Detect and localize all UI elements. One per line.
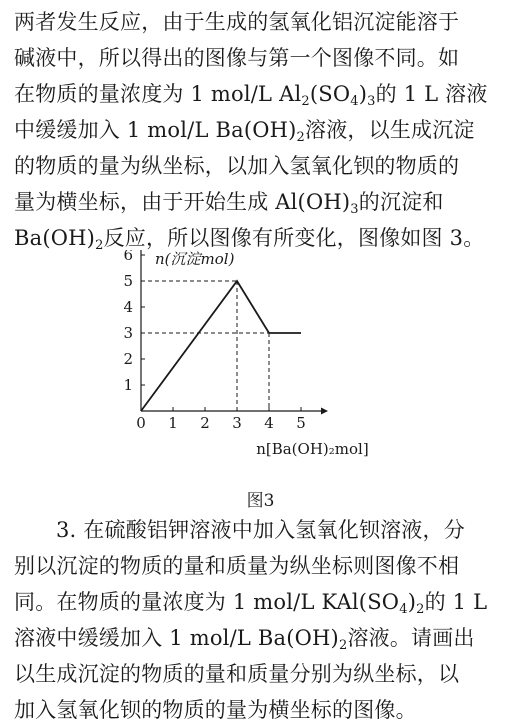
paragraph-1 — [14, 4, 510, 256]
subscript: 2 — [416, 602, 424, 617]
y-tick-label: 4 — [123, 298, 133, 316]
subscript: 2 — [339, 638, 347, 653]
text-run: 碱液中，所以得出的图像与第一个图像不同。如 — [14, 46, 459, 70]
y-tick-label: 3 — [123, 324, 133, 342]
subscript: 3 — [367, 94, 375, 109]
text-line — [14, 40, 510, 76]
text-run: 反应，所以图像有所变化，图像如图 3。 — [104, 226, 485, 250]
subscript: 2 — [297, 130, 305, 145]
text-run: 同。在物质的量浓度为 1 mol/L KAl(SO — [14, 590, 399, 614]
text-run: 的物质的量为纵坐标，以加入氢氧化钡的物质的 — [14, 154, 459, 178]
text-run: 的 1 L 溶液 — [376, 82, 488, 106]
text-run: 别以沉淀的物质的量和质量为纵坐标则图像不相 — [14, 554, 459, 578]
y-tick-label: 1 — [123, 376, 133, 394]
x-axis-arrow — [321, 408, 328, 415]
paragraph-2 — [14, 512, 510, 728]
text-line — [14, 512, 510, 548]
text-line — [14, 620, 510, 656]
text-run: 在物质的量浓度为 1 mol/L Al — [14, 82, 301, 106]
text-line — [14, 112, 510, 148]
text-run: 中缓缓加入 1 mol/L Ba(OH) — [14, 118, 297, 142]
text-run: 以生成沉淀的物质的量和质量分别为纵坐标，以 — [14, 662, 459, 686]
x-tick-label: 0 — [136, 414, 146, 432]
text-run: 量为横坐标，由于开始生成 Al(OH) — [14, 190, 350, 214]
subscript: 4 — [399, 602, 407, 617]
text-line — [14, 4, 510, 40]
y-tick-label: 5 — [123, 272, 133, 290]
text-run: Ba(OH) — [14, 226, 95, 250]
subscript: 3 — [350, 202, 358, 217]
text-line — [14, 692, 510, 728]
x-tick-label: 5 — [296, 414, 306, 432]
x-tick-label: 1 — [168, 414, 178, 432]
text-run: 的 1 L — [425, 590, 488, 614]
data-series-line — [141, 281, 301, 411]
x-axis-label: n[Ba(OH)₂mol] — [256, 440, 368, 458]
x-tick-label: 2 — [200, 414, 210, 432]
text-run: 3. 在硫酸铝钾溶液中加入氢氧化钡溶液，分 — [56, 518, 465, 542]
text-line — [14, 76, 510, 112]
figure-caption: 图3 — [0, 486, 521, 511]
x-tick-label: 3 — [232, 414, 242, 432]
text-line — [14, 656, 510, 692]
text-line — [14, 548, 510, 584]
x-tick-label: 4 — [264, 414, 274, 432]
text-run: 溶液中缓缓加入 1 mol/L Ba(OH) — [14, 626, 339, 650]
text-run: 加入氢氧化钡的物质的量为横坐标的图像。 — [14, 698, 417, 722]
subscript: 4 — [350, 94, 358, 109]
text-run: (SO — [310, 82, 350, 106]
y-tick-label: 6 — [123, 250, 133, 264]
text-line — [14, 184, 510, 220]
text-run: 的沉淀和 — [359, 190, 444, 214]
y-tick-label: 2 — [123, 350, 133, 368]
subscript: 2 — [301, 94, 309, 109]
text-run: 溶液。请画出 — [347, 626, 474, 650]
text-run: 两者发生反应，由于生成的氢氧化铝沉淀能溶于 — [14, 10, 459, 34]
text-line — [14, 148, 510, 184]
text-run: 溶液，以生成沉淀 — [305, 118, 475, 142]
figure-3-chart — [110, 250, 400, 465]
text-line — [14, 584, 510, 620]
text-run: ) — [408, 590, 416, 614]
y-axis-label: n(沉淀mol) — [155, 250, 235, 268]
subscript: 2 — [95, 238, 103, 253]
text-run: ) — [359, 82, 367, 106]
